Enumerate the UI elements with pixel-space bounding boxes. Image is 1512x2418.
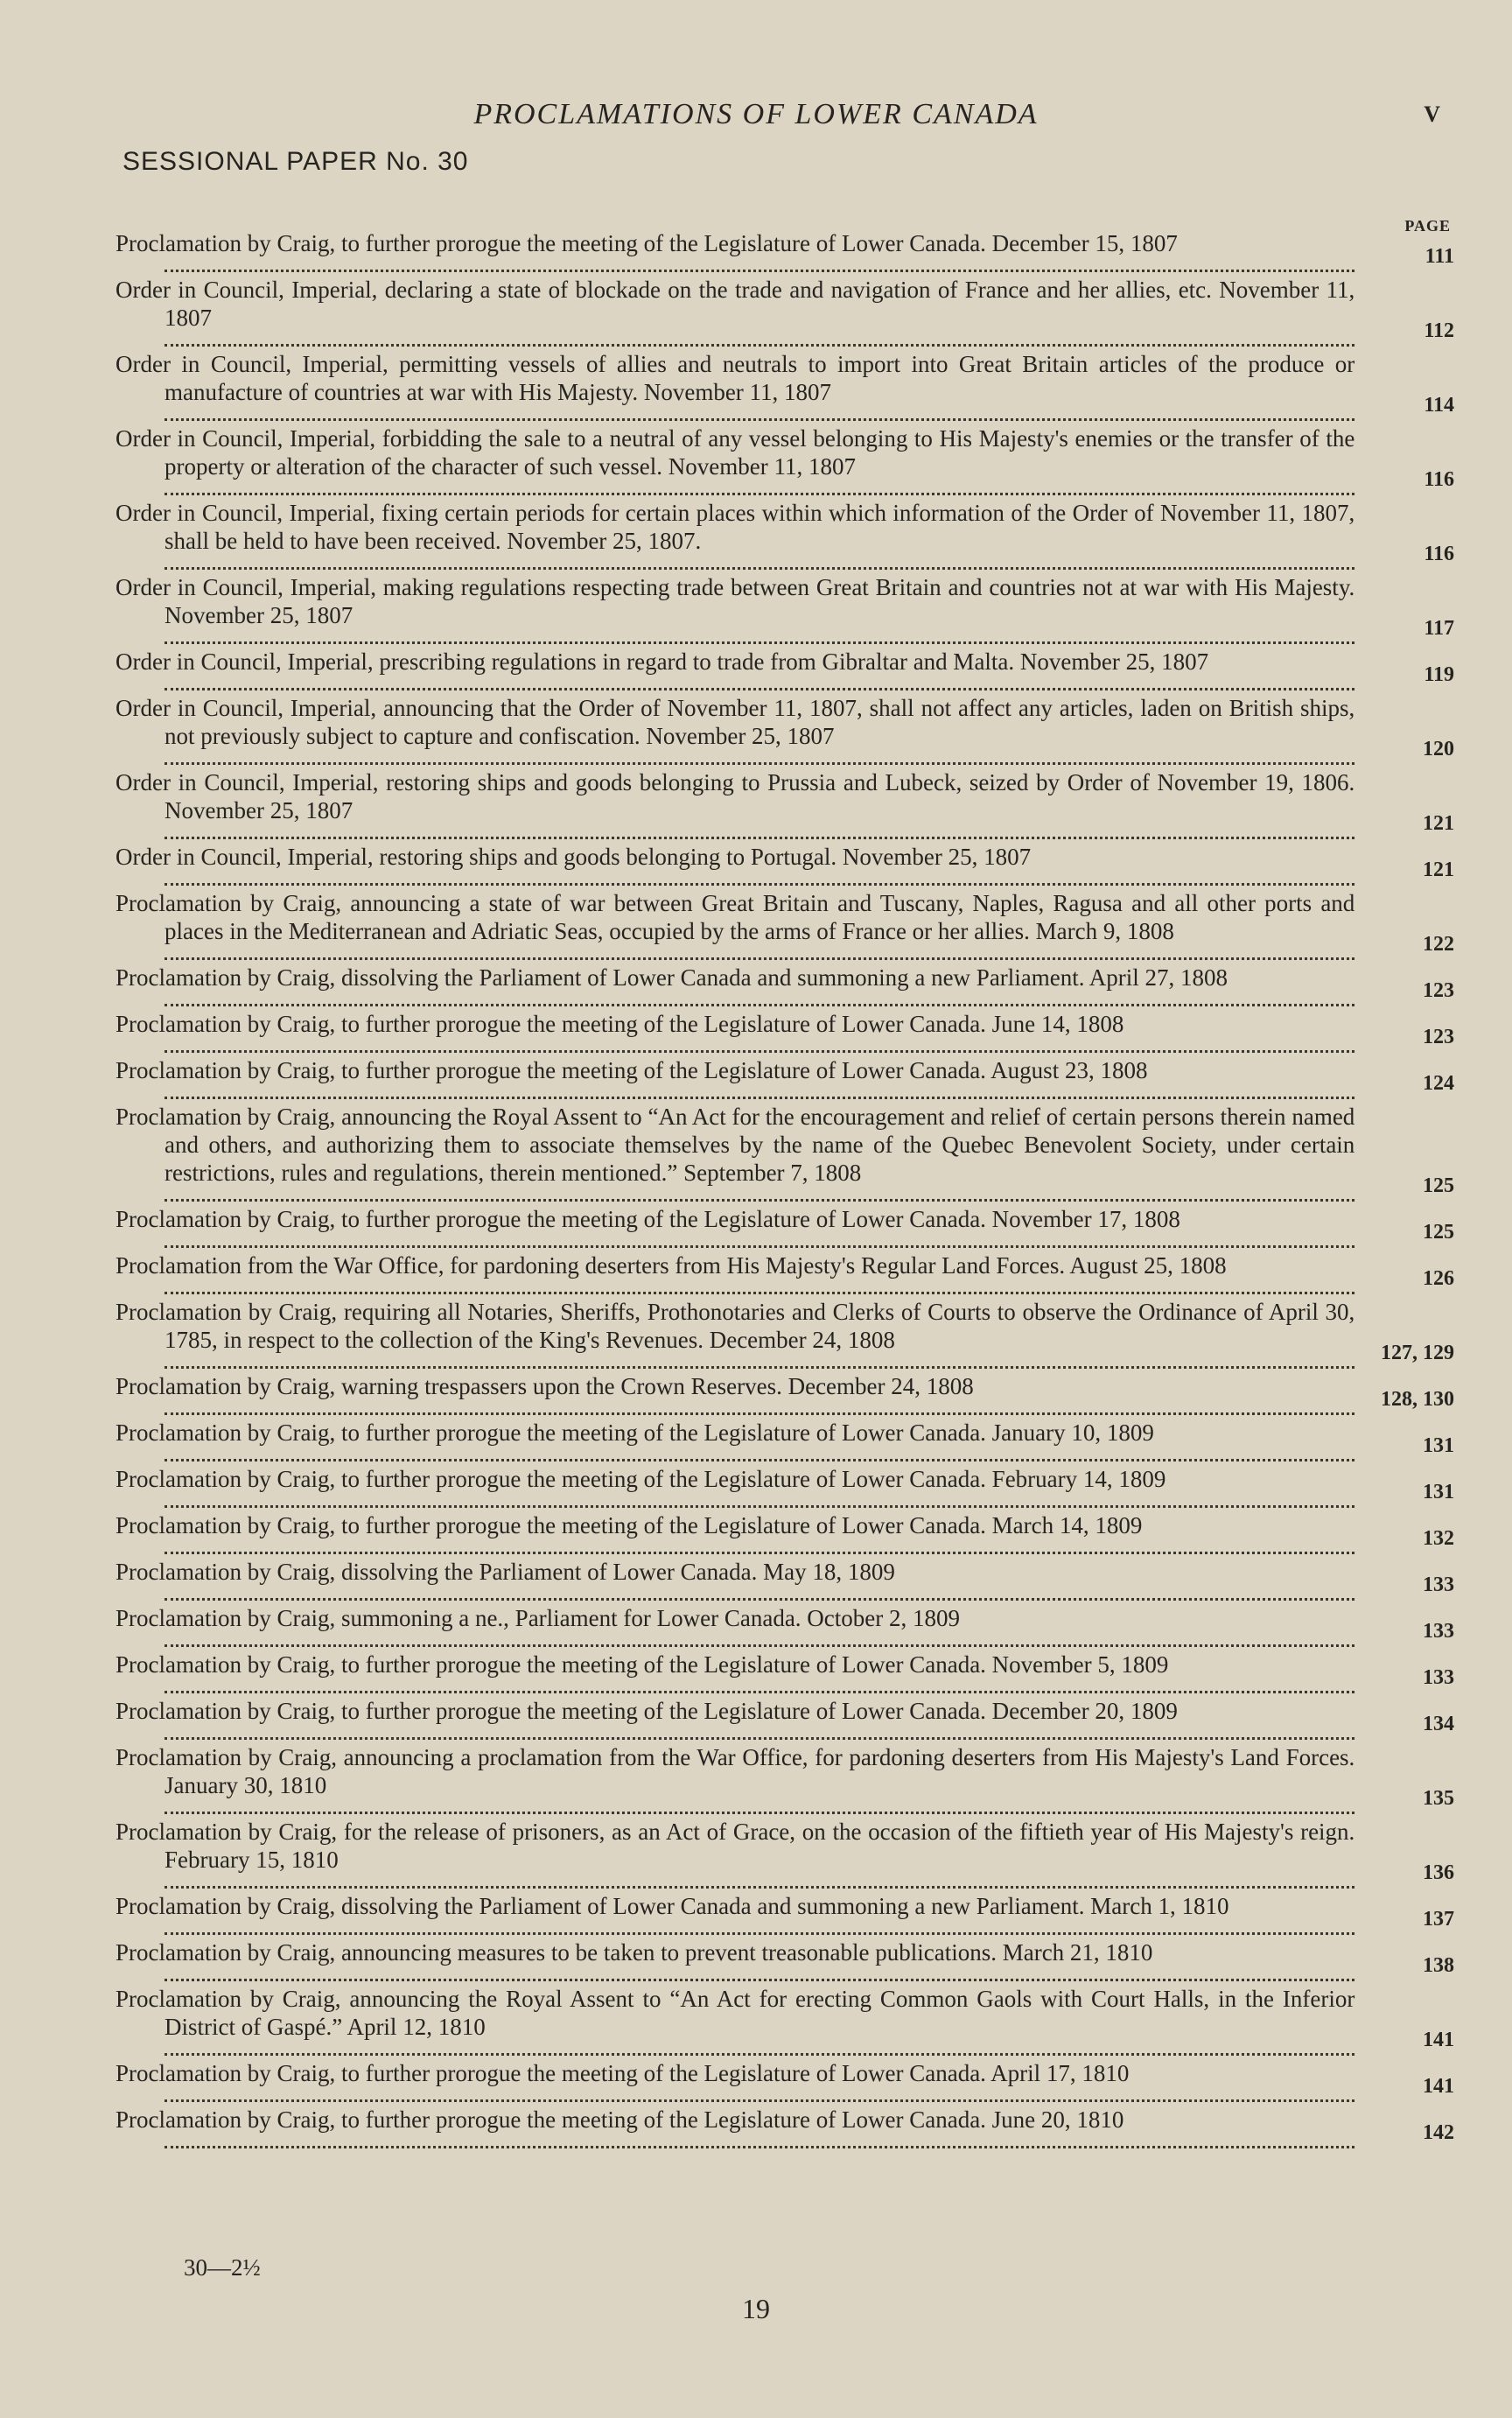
list-item bbox=[116, 350, 1454, 421]
entry-page-number: 133 bbox=[1423, 1666, 1454, 1689]
entry-text bbox=[116, 1372, 1354, 1415]
entry-text bbox=[116, 1604, 1354, 1647]
entry-page-number: 116 bbox=[1424, 543, 1454, 565]
dot-leader bbox=[164, 2092, 1354, 2102]
entry-page-number: 124 bbox=[1423, 1072, 1454, 1095]
entry-description: Proclamation by Craig, to further prorogue the meeting of the Legislature of Lower Canada. August 23, 1808 bbox=[116, 1057, 1148, 1083]
dot-leader bbox=[164, 1805, 1354, 1814]
dot-leader bbox=[164, 1545, 1354, 1554]
entry-description: Proclamation by Craig, announcing a proclamation from the War Office, for pardoning deserters from His Majesty's Land Forces. January 30, 1810 bbox=[116, 1744, 1355, 1798]
list-item bbox=[116, 1938, 1454, 1981]
entry-description: Order in Council, Imperial, permitting vessels of allies and neutrals to import into Great Britain articles of the produce or manufacture of countries at war with His Majesty. November 11, 1807 bbox=[116, 351, 1355, 405]
dot-leader bbox=[164, 1285, 1354, 1294]
entry-description: Proclamation by Craig, to further prorogue the meeting of the Legislature of Lower Canada. February 14, 1809 bbox=[116, 1466, 1166, 1492]
entry-text bbox=[116, 1558, 1354, 1601]
dot-leader bbox=[164, 1972, 1354, 1981]
dot-leader bbox=[164, 1405, 1354, 1415]
entry-description: Proclamation by Craig, summoning a ne., Parliament for Lower Canada. October 2, 1809 bbox=[116, 1605, 961, 1631]
entry-page-number: 125 bbox=[1423, 1221, 1454, 1244]
entry-description: Proclamation by Craig, warning trespassers upon the Crown Reserves. December 24, 1808 bbox=[116, 1373, 974, 1399]
entry-page-number: 132 bbox=[1423, 1527, 1454, 1550]
entry-text bbox=[116, 1938, 1354, 1981]
entry-description: Proclamation by Craig, requiring all Notaries, Sheriffs, Prothonotaries and Clerks of Courts to observe the Ordinance of April 30, 1785, in respect to the collection of the King's Revenues. December 24, 1808 bbox=[116, 1299, 1355, 1353]
dot-leader bbox=[164, 1359, 1354, 1369]
entry-description: Proclamation by Craig, dissolving the Parliament of Lower Canada. May 18, 1809 bbox=[116, 1559, 895, 1585]
list-item bbox=[116, 1056, 1454, 1099]
entry-description: Proclamation by Craig, dissolving the Parliament of Lower Canada and summoning a new Parliament. March 1, 1810 bbox=[116, 1893, 1229, 1919]
entry-page-number: 137 bbox=[1423, 1908, 1454, 1931]
dot-leader bbox=[164, 1730, 1354, 1740]
entry-text bbox=[116, 889, 1354, 960]
folio-number: 19 bbox=[742, 2293, 770, 2324]
contents-list bbox=[116, 229, 1454, 2152]
list-item bbox=[116, 1818, 1454, 1889]
dot-leader bbox=[164, 1090, 1354, 1099]
entry-text bbox=[116, 1743, 1354, 1814]
entry-page-number: 136 bbox=[1423, 1861, 1454, 1884]
entry-text bbox=[116, 768, 1354, 839]
list-item bbox=[116, 1892, 1454, 1935]
list-item bbox=[116, 1251, 1454, 1294]
entry-page-number: 131 bbox=[1423, 1481, 1454, 1503]
entry-page-number: 123 bbox=[1423, 979, 1454, 1002]
entry-page-number: 122 bbox=[1423, 933, 1454, 956]
list-item bbox=[116, 1372, 1454, 1415]
dot-leader bbox=[164, 1925, 1354, 1935]
entry-page-number: 120 bbox=[1423, 738, 1454, 760]
roman-page-number: V bbox=[1424, 102, 1440, 127]
dot-leader bbox=[164, 486, 1354, 495]
list-item bbox=[116, 229, 1454, 272]
entry-text bbox=[116, 843, 1354, 886]
entry-text bbox=[116, 1205, 1354, 1248]
entry-description: Proclamation by Craig, announcing the Royal Assent to “An Act for erecting Common Gaols with Court Halls, in the Inferior District of Gaspé.” April 12, 1810 bbox=[116, 1986, 1355, 2040]
entry-description: Proclamation by Craig, announcing a state of war between Great Britain and Tuscany, Naples, Ragusa and all other ports and places in the Mediterranean and Adriatic Seas, occupied by the arms of France or her allies. March 9, 1808 bbox=[116, 890, 1355, 944]
entry-text bbox=[116, 276, 1354, 347]
entry-page-number: 116 bbox=[1424, 468, 1454, 491]
entry-page-number: 131 bbox=[1423, 1434, 1454, 1457]
entry-description: Proclamation by Craig, to further prorogue the meeting of the Legislature of Lower Canada. June 20, 1810 bbox=[116, 2106, 1124, 2133]
entry-description: Proclamation by Craig, for the release of prisoners, as an Act of Grace, on the occasion of the fiftieth year of His Majesty's reign. February 15, 1810 bbox=[116, 1819, 1355, 1873]
list-item bbox=[116, 1743, 1454, 1814]
list-item bbox=[116, 1298, 1454, 1369]
list-item bbox=[116, 276, 1454, 347]
entry-description: Order in Council, Imperial, announcing that the Order of November 11, 1807, shall not affect any articles, laden on British ships, not previously subject to capture and confiscation. November 25, 1807 bbox=[116, 695, 1355, 749]
entry-description: Proclamation by Craig, to further prorogue the meeting of the Legislature of Lower Canada. December 15, 1807 bbox=[116, 230, 1178, 256]
dot-leader bbox=[164, 876, 1354, 886]
dot-leader bbox=[164, 755, 1354, 765]
list-item bbox=[116, 499, 1454, 570]
entry-description: Order in Council, Imperial, forbidding the sale to a neutral of any vessel belonging to His Majesty's enemies or the transfer of the property or alteration of the character of such vessel. November 11, 1807 bbox=[116, 425, 1355, 480]
entry-page-number: 138 bbox=[1423, 1954, 1454, 1977]
entry-page-number: 141 bbox=[1423, 2029, 1454, 2051]
entry-text bbox=[116, 1251, 1354, 1294]
entry-description: Order in Council, Imperial, declaring a state of blockade on the trade and navigation of France and her allies, etc. November 11, 1807 bbox=[116, 277, 1355, 331]
entry-page-number: 142 bbox=[1423, 2121, 1454, 2144]
entry-description: Proclamation by Craig, to further prorogue the meeting of the Legislature of Lower Canada. June 14, 1808 bbox=[116, 1011, 1124, 1037]
entry-description: Proclamation by Craig, to further prorogue the meeting of the Legislature of Lower Canada. January 10, 1809 bbox=[116, 1419, 1154, 1446]
dot-leader bbox=[164, 263, 1354, 272]
list-item bbox=[116, 1604, 1454, 1647]
entry-text bbox=[116, 573, 1354, 644]
list-item bbox=[116, 1010, 1454, 1053]
list-item bbox=[116, 1419, 1454, 1461]
entry-page-number: 119 bbox=[1424, 663, 1454, 686]
dot-leader bbox=[164, 1684, 1354, 1693]
entry-page-number: 117 bbox=[1424, 617, 1454, 640]
entry-text bbox=[116, 648, 1354, 690]
dot-leader bbox=[164, 681, 1354, 690]
entry-text bbox=[116, 694, 1354, 765]
entry-description: Order in Council, Imperial, restoring ships and goods belonging to Portugal. November 25, 1807 bbox=[116, 844, 1032, 870]
entry-text bbox=[116, 229, 1354, 272]
dot-leader bbox=[164, 1043, 1354, 1053]
dot-leader bbox=[164, 997, 1354, 1006]
entry-description: Proclamation by Craig, to further prorogue the meeting of the Legislature of Lower Canada. April 17, 1810 bbox=[116, 2060, 1130, 2086]
running-title: PROCLAMATIONS OF LOWER CANADA bbox=[473, 98, 1039, 130]
entry-description: Order in Council, Imperial, prescribing regulations in regard to trade from Gibraltar and Malta. November 25, 1807 bbox=[116, 648, 1209, 675]
entry-page-number: 128, 130 bbox=[1381, 1388, 1454, 1411]
page-column-label: PAGE bbox=[1404, 217, 1451, 235]
entry-description: Proclamation by Craig, dissolving the Parliament of Lower Canada and summoning a new Parliament. April 27, 1808 bbox=[116, 964, 1228, 991]
entry-text bbox=[116, 1985, 1354, 2056]
entry-description: Order in Council, Imperial, fixing certain periods for certain places within which information of the Order of November 11, 1807, shall be held to have been received. November 25, 1807. bbox=[116, 500, 1355, 554]
dot-leader bbox=[164, 1637, 1354, 1647]
entry-description: Order in Council, Imperial, making regulations respecting trade between Great Britain and countries not at war with His Majesty. November 25, 1807 bbox=[116, 574, 1355, 628]
entry-description: Order in Council, Imperial, restoring ships and goods belonging to Prussia and Lubeck, seized by Order of November 19, 1806. November 25, 1807 bbox=[116, 769, 1355, 824]
entry-text bbox=[116, 1056, 1354, 1099]
dot-leader bbox=[164, 1452, 1354, 1461]
entry-text bbox=[116, 1298, 1354, 1369]
entry-description: Proclamation by Craig, announcing the Royal Assent to “An Act for the encouragement and relief of certain persons therein named and others, and authorizing them to associate themselves by the name of the Quebec Benevolent Society, under certain restrictions, rules and regulations, therein mentioned.” September 7, 1808 bbox=[116, 1104, 1355, 1186]
entry-page-number: 133 bbox=[1423, 1620, 1454, 1643]
entry-text bbox=[116, 350, 1354, 421]
entry-text bbox=[116, 1010, 1354, 1053]
dot-leader bbox=[164, 1238, 1354, 1248]
list-item bbox=[116, 1103, 1454, 1202]
list-item bbox=[116, 2106, 1454, 2148]
list-item bbox=[116, 889, 1454, 960]
entry-text bbox=[116, 1651, 1354, 1693]
entry-text bbox=[116, 1818, 1354, 1889]
entry-text bbox=[116, 1465, 1354, 1508]
list-item bbox=[116, 1205, 1454, 1248]
entry-page-number: 112 bbox=[1424, 319, 1454, 342]
entry-page-number: 114 bbox=[1424, 394, 1454, 417]
entry-text bbox=[116, 1103, 1354, 1202]
dot-leader bbox=[164, 950, 1354, 960]
dot-leader bbox=[164, 2139, 1354, 2148]
entry-page-number: 111 bbox=[1424, 245, 1454, 268]
entry-description: Proclamation from the War Office, for pardoning deserters from His Majesty's Regular Land Forces. August 25, 1808 bbox=[116, 1252, 1227, 1279]
sessional-paper-label: SESSIONAL PAPER No. 30 bbox=[122, 147, 469, 176]
list-item bbox=[116, 2059, 1454, 2102]
list-item bbox=[116, 964, 1454, 1006]
entry-text bbox=[116, 1697, 1354, 1740]
list-item bbox=[116, 1985, 1454, 2056]
entry-page-number: 121 bbox=[1423, 812, 1454, 835]
list-item bbox=[116, 648, 1454, 690]
entry-page-number: 135 bbox=[1423, 1787, 1454, 1810]
list-item bbox=[116, 694, 1454, 765]
list-item bbox=[116, 1511, 1454, 1554]
list-item bbox=[116, 1558, 1454, 1601]
dot-leader bbox=[164, 2046, 1354, 2056]
dot-leader bbox=[164, 1192, 1354, 1202]
dot-leader bbox=[164, 830, 1354, 839]
entry-text bbox=[116, 1511, 1354, 1554]
dot-leader bbox=[164, 337, 1354, 347]
entry-text bbox=[116, 1892, 1354, 1935]
list-item bbox=[116, 1697, 1454, 1740]
entry-text bbox=[116, 1419, 1354, 1461]
dot-leader bbox=[164, 560, 1354, 570]
entry-page-number: 123 bbox=[1423, 1026, 1454, 1048]
entry-description: Proclamation by Craig, to further prorogue the meeting of the Legislature of Lower Canada. November 5, 1809 bbox=[116, 1651, 1169, 1678]
list-item bbox=[116, 573, 1454, 644]
list-item bbox=[116, 843, 1454, 886]
entry-description: Proclamation by Craig, to further prorogue the meeting of the Legislature of Lower Canada. November 17, 1808 bbox=[116, 1206, 1180, 1232]
entry-description: Proclamation by Craig, announcing measures to be taken to prevent treasonable publications. March 21, 1810 bbox=[116, 1939, 1153, 1966]
entry-description: Proclamation by Craig, to further prorogue the meeting of the Legislature of Lower Canada. December 20, 1809 bbox=[116, 1698, 1178, 1724]
list-item bbox=[116, 1651, 1454, 1693]
list-item bbox=[116, 1465, 1454, 1508]
entry-page-number: 125 bbox=[1423, 1174, 1454, 1197]
entry-page-number: 121 bbox=[1423, 859, 1454, 881]
entry-text bbox=[116, 499, 1354, 570]
entry-page-number: 141 bbox=[1423, 2075, 1454, 2098]
dot-leader bbox=[164, 1498, 1354, 1508]
entry-page-number: 133 bbox=[1423, 1573, 1454, 1596]
entry-text bbox=[116, 964, 1354, 1006]
dot-leader bbox=[164, 1591, 1354, 1601]
signature-mark: 30—2½ bbox=[184, 2254, 261, 2281]
entry-page-number: 134 bbox=[1423, 1713, 1454, 1735]
entry-page-number: 127, 129 bbox=[1381, 1342, 1454, 1364]
entry-text bbox=[116, 2059, 1354, 2102]
list-item bbox=[116, 424, 1454, 495]
entry-text bbox=[116, 424, 1354, 495]
entry-page-number: 126 bbox=[1423, 1267, 1454, 1290]
list-item bbox=[116, 768, 1454, 839]
dot-leader bbox=[164, 634, 1354, 644]
entry-text bbox=[116, 2106, 1354, 2148]
dot-leader bbox=[164, 411, 1354, 421]
entry-description: Proclamation by Craig, to further prorogue the meeting of the Legislature of Lower Canada. March 14, 1809 bbox=[116, 1512, 1143, 1538]
dot-leader bbox=[164, 1879, 1354, 1889]
